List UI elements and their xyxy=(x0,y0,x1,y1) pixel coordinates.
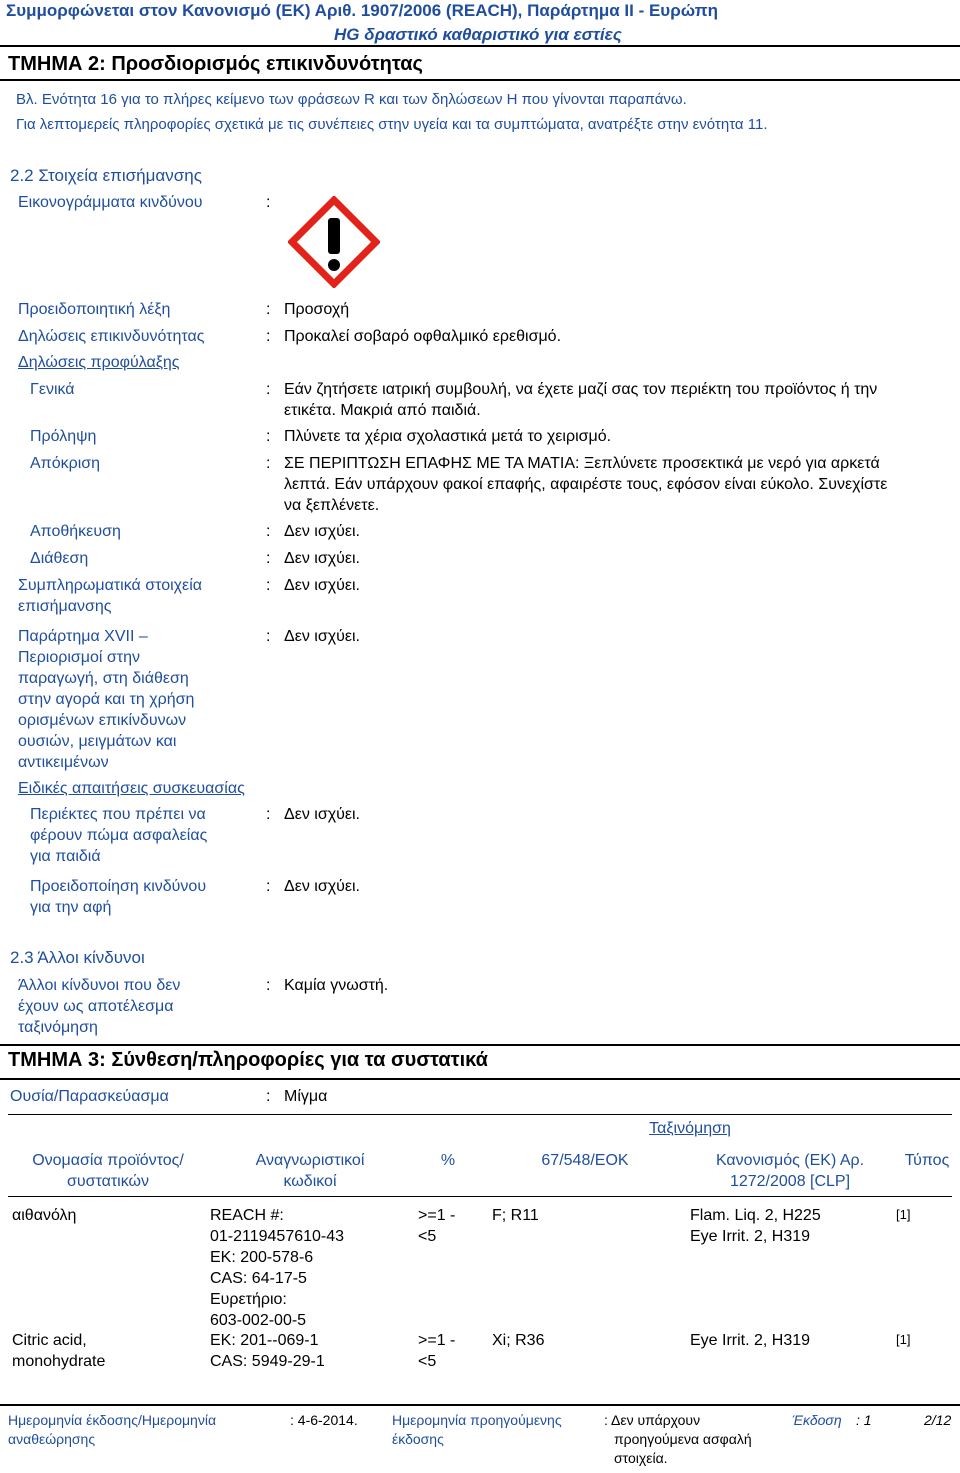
col-header-percent: % xyxy=(440,1152,456,1169)
signal-word-label: Προειδοποιητική λέξη xyxy=(18,301,171,318)
substance-label: Ουσία/Παρασκεύασμα xyxy=(10,1088,169,1105)
pictograms-label: Εικονογράμματα κινδύνου xyxy=(18,194,203,211)
colon: : xyxy=(266,523,271,540)
cell-eok: F; R11 xyxy=(492,1207,539,1224)
issue-date-value: : 4-6-2014. xyxy=(290,1412,358,1428)
colon: : xyxy=(266,577,271,594)
cell-clp-line1: Flam. Liq. 2, H225 xyxy=(690,1207,821,1224)
prevention-label: Πρόληψη xyxy=(30,428,97,445)
child-closure-label-line3: για παιδιά xyxy=(30,848,101,865)
previous-issue-label-line1: Ημερομηνία προηγούμενης xyxy=(392,1412,562,1428)
cell-eok: Xi; R36 xyxy=(492,1332,545,1349)
child-closure-value: Δεν ισχύει. xyxy=(284,806,360,823)
cell-id-line2: 01-2119457610-43 xyxy=(210,1228,345,1245)
precautionary-statements-label: Δηλώσεις προφύλαξης xyxy=(18,354,180,371)
other-hazards-label-line1: Άλλοι κίνδυνοι που δεν xyxy=(18,977,181,994)
prevention-value: Πλύνετε τα χέρια σχολαστικά μετά το χειρισμό. xyxy=(284,428,612,445)
other-hazards-label-line2: έχουν ως αποτέλεσμα xyxy=(18,998,174,1015)
previous-issue-value-line3: στοιχεία. xyxy=(614,1450,668,1466)
annex-xvii-label-line1: Παράρτημα XVII – xyxy=(18,628,148,645)
annex-xvii-label-line6: ουσιών, μειγμάτων και xyxy=(18,733,177,750)
cell-clp-line2: Eye Irrit. 2, H319 xyxy=(690,1228,811,1245)
annex-xvii-label-line5: ορισμένων επικίνδυνων xyxy=(18,712,187,729)
response-label: Απόκριση xyxy=(30,455,101,472)
subsection-2-3-title: 2.3 Άλλοι κίνδυνοι xyxy=(10,948,145,967)
colon: : xyxy=(266,977,271,994)
supplemental-label-line2: επισήμανσης xyxy=(18,598,112,615)
cell-name-line1: Citric acid, xyxy=(12,1332,87,1349)
r-h-phrases-note: Βλ. Ενότητα 16 για το πλήρες κείμενο των φράσεων R και των δηλώσεων H που γίνονται παραπάνω. xyxy=(16,91,687,108)
col-header-ids-line2: κωδικοί xyxy=(283,1173,337,1190)
cell-type: [1] xyxy=(896,1207,911,1222)
substance-value: Μίγμα xyxy=(284,1088,328,1105)
packaging-requirements-label: Ειδικές απαιτήσεις συσκευασίας xyxy=(18,780,245,797)
other-hazards-value: Καμία γνωστή. xyxy=(284,977,389,994)
general-value-line1: Εάν ζητήσετε ιατρική συμβουλή, να έχετε μαζί σας τον περιέκτη του προϊόντος ή την xyxy=(284,381,878,398)
cell-name-line2: monohydrate xyxy=(12,1353,106,1370)
previous-issue-label-line2: έκδοσης xyxy=(392,1431,444,1447)
tactile-warning-label-line1: Προειδοποίηση κινδύνου xyxy=(30,878,207,895)
page-number: 2/12 xyxy=(924,1412,952,1428)
classification-header: Ταξινόμηση xyxy=(649,1120,731,1137)
col-header-ids-line1: Αναγνωριστικοί xyxy=(255,1152,365,1169)
exclamation-mark-hazard-icon xyxy=(288,196,380,288)
colon: : xyxy=(266,194,271,211)
cell-id-line4: CAS: 64-17-5 xyxy=(210,1270,307,1287)
regulation-compliance-title: Συμμορφώνεται στον Κανονισμό (ΕΚ) Αριθ. 1907/2006 (REACH), Παράρτημα II - Ευρώπη xyxy=(6,1,719,20)
signal-word-value: Προσοχή xyxy=(284,301,350,318)
colon: : xyxy=(266,628,271,645)
cell-clp-line1: Eye Irrit. 2, H319 xyxy=(690,1332,811,1349)
section-3-rule-bottom xyxy=(0,1078,960,1080)
cell-id-line6: 603-002-00-5 xyxy=(210,1312,307,1329)
cell-pct-line1: >=1 - xyxy=(418,1207,456,1224)
col-header-name-line2: συστατικών xyxy=(66,1173,149,1190)
cell-pct-line1: >=1 - xyxy=(418,1332,456,1349)
annex-xvii-label-line7: αντικειμένων xyxy=(18,754,109,771)
child-closure-label-line1: Περιέκτες που πρέπει να xyxy=(30,806,206,823)
cell-pct-line2: <5 xyxy=(418,1353,437,1370)
table-header-rule xyxy=(8,1196,952,1197)
response-value-line1: ΣΕ ΠΕΡΙΠΤΩΣΗ ΕΠΑΦΗΣ ΜΕ ΤΑ ΜΑΤΙΑ: Ξεπλύνετε προσεκτικά με νερό για αρκετά xyxy=(284,455,880,472)
col-header-type: Τύπος xyxy=(904,1152,950,1169)
cell-id-line5: Ευρετήριο: xyxy=(210,1291,287,1308)
health-effects-note: Για λεπτομερείς πληροφορίες σχετικά με τις συνέπειες στην υγεία και τα συμπτώματα, ανατρέξτε στην ενότητα 11. xyxy=(16,116,768,133)
hazard-statements-value: Προκαλεί σοβαρό οφθαλμικό ερεθισμό. xyxy=(284,328,562,345)
version-label: Έκδοση xyxy=(792,1412,842,1428)
table-top-rule xyxy=(8,1114,952,1115)
issue-date-label-line1: Ημερομηνία έκδοσης/Ημερομηνία xyxy=(8,1412,217,1428)
annex-xvii-label-line4: στην αγορά και τη χρήση xyxy=(18,691,195,708)
annex-xvii-value: Δεν ισχύει. xyxy=(284,628,360,645)
supplemental-value: Δεν ισχύει. xyxy=(284,577,360,594)
previous-issue-value-line2: προηγούμενα ασφαλή xyxy=(614,1431,752,1447)
section-2-title: ΤΜΗΜΑ 2: Προσδιορισμός επικινδυνότητας xyxy=(8,53,423,75)
response-value-line3: να ξεπλένετε. xyxy=(284,497,380,514)
document-header xyxy=(0,0,960,46)
product-name: HG δραστικό καθαριστικό για εστίες xyxy=(334,25,622,44)
supplemental-label-line1: Συμπληρωματικά στοιχεία xyxy=(18,577,202,594)
general-label: Γενικά xyxy=(30,381,75,398)
annex-xvii-label-line3: παραγωγή, στη διάθεση xyxy=(18,670,189,687)
response-value-line2: λεπτά. Εάν υπάρχουν φακοί επαφής, αφαιρέστε τους, εφόσον είναι εύκολο. Συνεχίστε xyxy=(284,476,888,493)
cell-id-line1: ΕΚ: 201--069-1 xyxy=(210,1332,319,1349)
cell-id-line2: CAS: 5949-29-1 xyxy=(210,1353,325,1370)
tactile-warning-value: Δεν ισχύει. xyxy=(284,878,360,895)
other-hazards-label-line3: ταξινόμηση xyxy=(18,1019,98,1036)
subsection-2-2-title: 2.2 Στοιχεία επισήμανσης xyxy=(10,166,202,185)
cell-id-line1: REACH #: xyxy=(210,1207,284,1224)
child-closure-label-line2: φέρουν πώμα ασφαλείας xyxy=(30,827,208,844)
colon: : xyxy=(266,381,271,398)
section-3-title: ΤΜΗΜΑ 3: Σύνθεση/πληροφορίες για τα συστατικά xyxy=(8,1049,488,1071)
cell-name: αιθανόλη xyxy=(12,1207,77,1224)
colon: : xyxy=(266,328,271,345)
tactile-warning-label-line2: για την αφή xyxy=(30,899,112,916)
storage-label: Αποθήκευση xyxy=(30,523,121,540)
colon: : xyxy=(266,455,271,472)
storage-value: Δεν ισχύει. xyxy=(284,523,360,540)
section-2-heading-box xyxy=(0,45,960,81)
colon: : xyxy=(266,301,271,318)
issue-date-label-line2: αναθεώρησης xyxy=(8,1431,96,1447)
previous-issue-value-line1: : Δεν υπάρχουν xyxy=(604,1412,701,1428)
colon: : xyxy=(266,550,271,567)
colon: : xyxy=(266,806,271,823)
cell-pct-line2: <5 xyxy=(418,1228,437,1245)
colon: : xyxy=(266,1088,271,1105)
footer-rule xyxy=(0,1404,960,1406)
version-value: : 1 xyxy=(856,1412,872,1428)
general-value-line2: ετικέτα. Μακριά από παιδιά. xyxy=(284,402,481,419)
colon: : xyxy=(266,878,271,895)
colon: : xyxy=(266,428,271,445)
section-3-rule xyxy=(0,1044,960,1046)
col-header-eok: 67/548/ΕΟΚ xyxy=(541,1152,629,1169)
cell-type: [1] xyxy=(896,1332,911,1347)
hazard-statements-label: Δηλώσεις επικινδυνότητας xyxy=(18,328,205,345)
col-header-name-line1: Ονομασία προϊόντος/ xyxy=(32,1152,184,1169)
disposal-label: Διάθεση xyxy=(30,550,89,567)
col-header-clp-line2: 1272/2008 [CLP] xyxy=(729,1173,851,1190)
disposal-value: Δεν ισχύει. xyxy=(284,550,360,567)
cell-id-line3: ΕΚ: 200-578-6 xyxy=(210,1249,314,1266)
annex-xvii-label-line2: Περιορισμοί στην xyxy=(18,649,140,666)
col-header-clp-line1: Κανονισμός (ΕΚ) Αρ. xyxy=(715,1152,865,1169)
